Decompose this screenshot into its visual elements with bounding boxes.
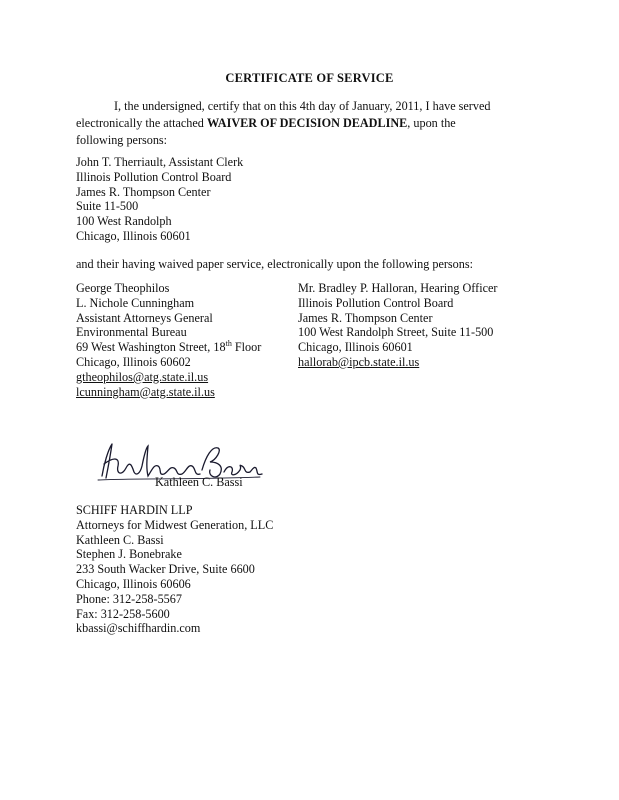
firm-line: Attorneys for Midwest Generation, LLC bbox=[76, 517, 274, 532]
page-title: CERTIFICATE OF SERVICE bbox=[225, 71, 394, 85]
address-line: Chicago, Illinois 60601 bbox=[76, 228, 191, 243]
primary-recipient-address bbox=[76, 155, 243, 244]
right-recipient-address bbox=[298, 281, 497, 370]
firm-line: Kathleen C. Bassi bbox=[76, 532, 164, 547]
document-name: WAIVER OF DECISION DEADLINE bbox=[206, 116, 408, 130]
firm-line: 233 South Wacker Drive, Suite 6600 bbox=[76, 562, 255, 577]
certification-paragraph bbox=[76, 98, 506, 149]
certification-text-before: I, the undersigned, certify that on this 4th day of January, 2011, I have served electronically the attached bbox=[76, 99, 491, 130]
address-line: James R. Thompson Center bbox=[76, 184, 211, 199]
address-line: Assistant Attorneys General bbox=[76, 310, 213, 325]
left-recipient-address bbox=[76, 281, 261, 399]
firm-line: SCHIFF HARDIN LLP bbox=[76, 503, 193, 517]
firm-line: Phone: 312-258-5567 bbox=[76, 591, 182, 606]
certification-text-after: , upon the following persons: bbox=[76, 116, 456, 147]
email-link[interactable]: hallorab@ipcb.state.il.us bbox=[298, 354, 420, 369]
address-line: 100 West Randolph bbox=[76, 214, 172, 229]
city-line: Chicago, Illinois 60602 bbox=[76, 354, 191, 369]
address-line: George Theophilos bbox=[76, 281, 170, 295]
firm-line: Stephen J. Bonebrake bbox=[76, 547, 182, 562]
firm-email[interactable]: kbassi@schiffhardin.com bbox=[76, 621, 201, 636]
signer-name: Kathleen C. Bassi bbox=[155, 475, 243, 489]
address-line: Environmental Bureau bbox=[76, 325, 187, 340]
address-line: L. Nichole Cunningham bbox=[76, 295, 195, 310]
address-line: James R. Thompson Center bbox=[298, 310, 433, 325]
address-line: John T. Therriault, Assistant Clerk bbox=[76, 155, 244, 169]
address-line: 100 West Randolph Street, Suite 11-500 bbox=[298, 325, 494, 340]
address-line: Illinois Pollution Control Board bbox=[298, 295, 454, 310]
address-line: Illinois Pollution Control Board bbox=[76, 169, 232, 184]
street-address: 69 West Washington Street, 18th Floor bbox=[76, 339, 262, 355]
address-line: Mr. Bradley P. Halloran, Hearing Officer bbox=[298, 281, 498, 295]
email-link[interactable]: gtheophilos@atg.state.il.us bbox=[76, 369, 209, 384]
firm-line: Chicago, Illinois 60606 bbox=[76, 576, 191, 591]
waived-service-intro: and their having waived paper service, electronically upon the following persons: bbox=[76, 257, 473, 271]
address-line: Suite 11-500 bbox=[76, 199, 139, 214]
firm-line: Fax: 312-258-5600 bbox=[76, 606, 170, 621]
firm-signature-block bbox=[76, 503, 273, 636]
address-line: Chicago, Illinois 60601 bbox=[298, 340, 413, 355]
email-link[interactable]: lcunningham@atg.state.il.us bbox=[76, 384, 215, 399]
